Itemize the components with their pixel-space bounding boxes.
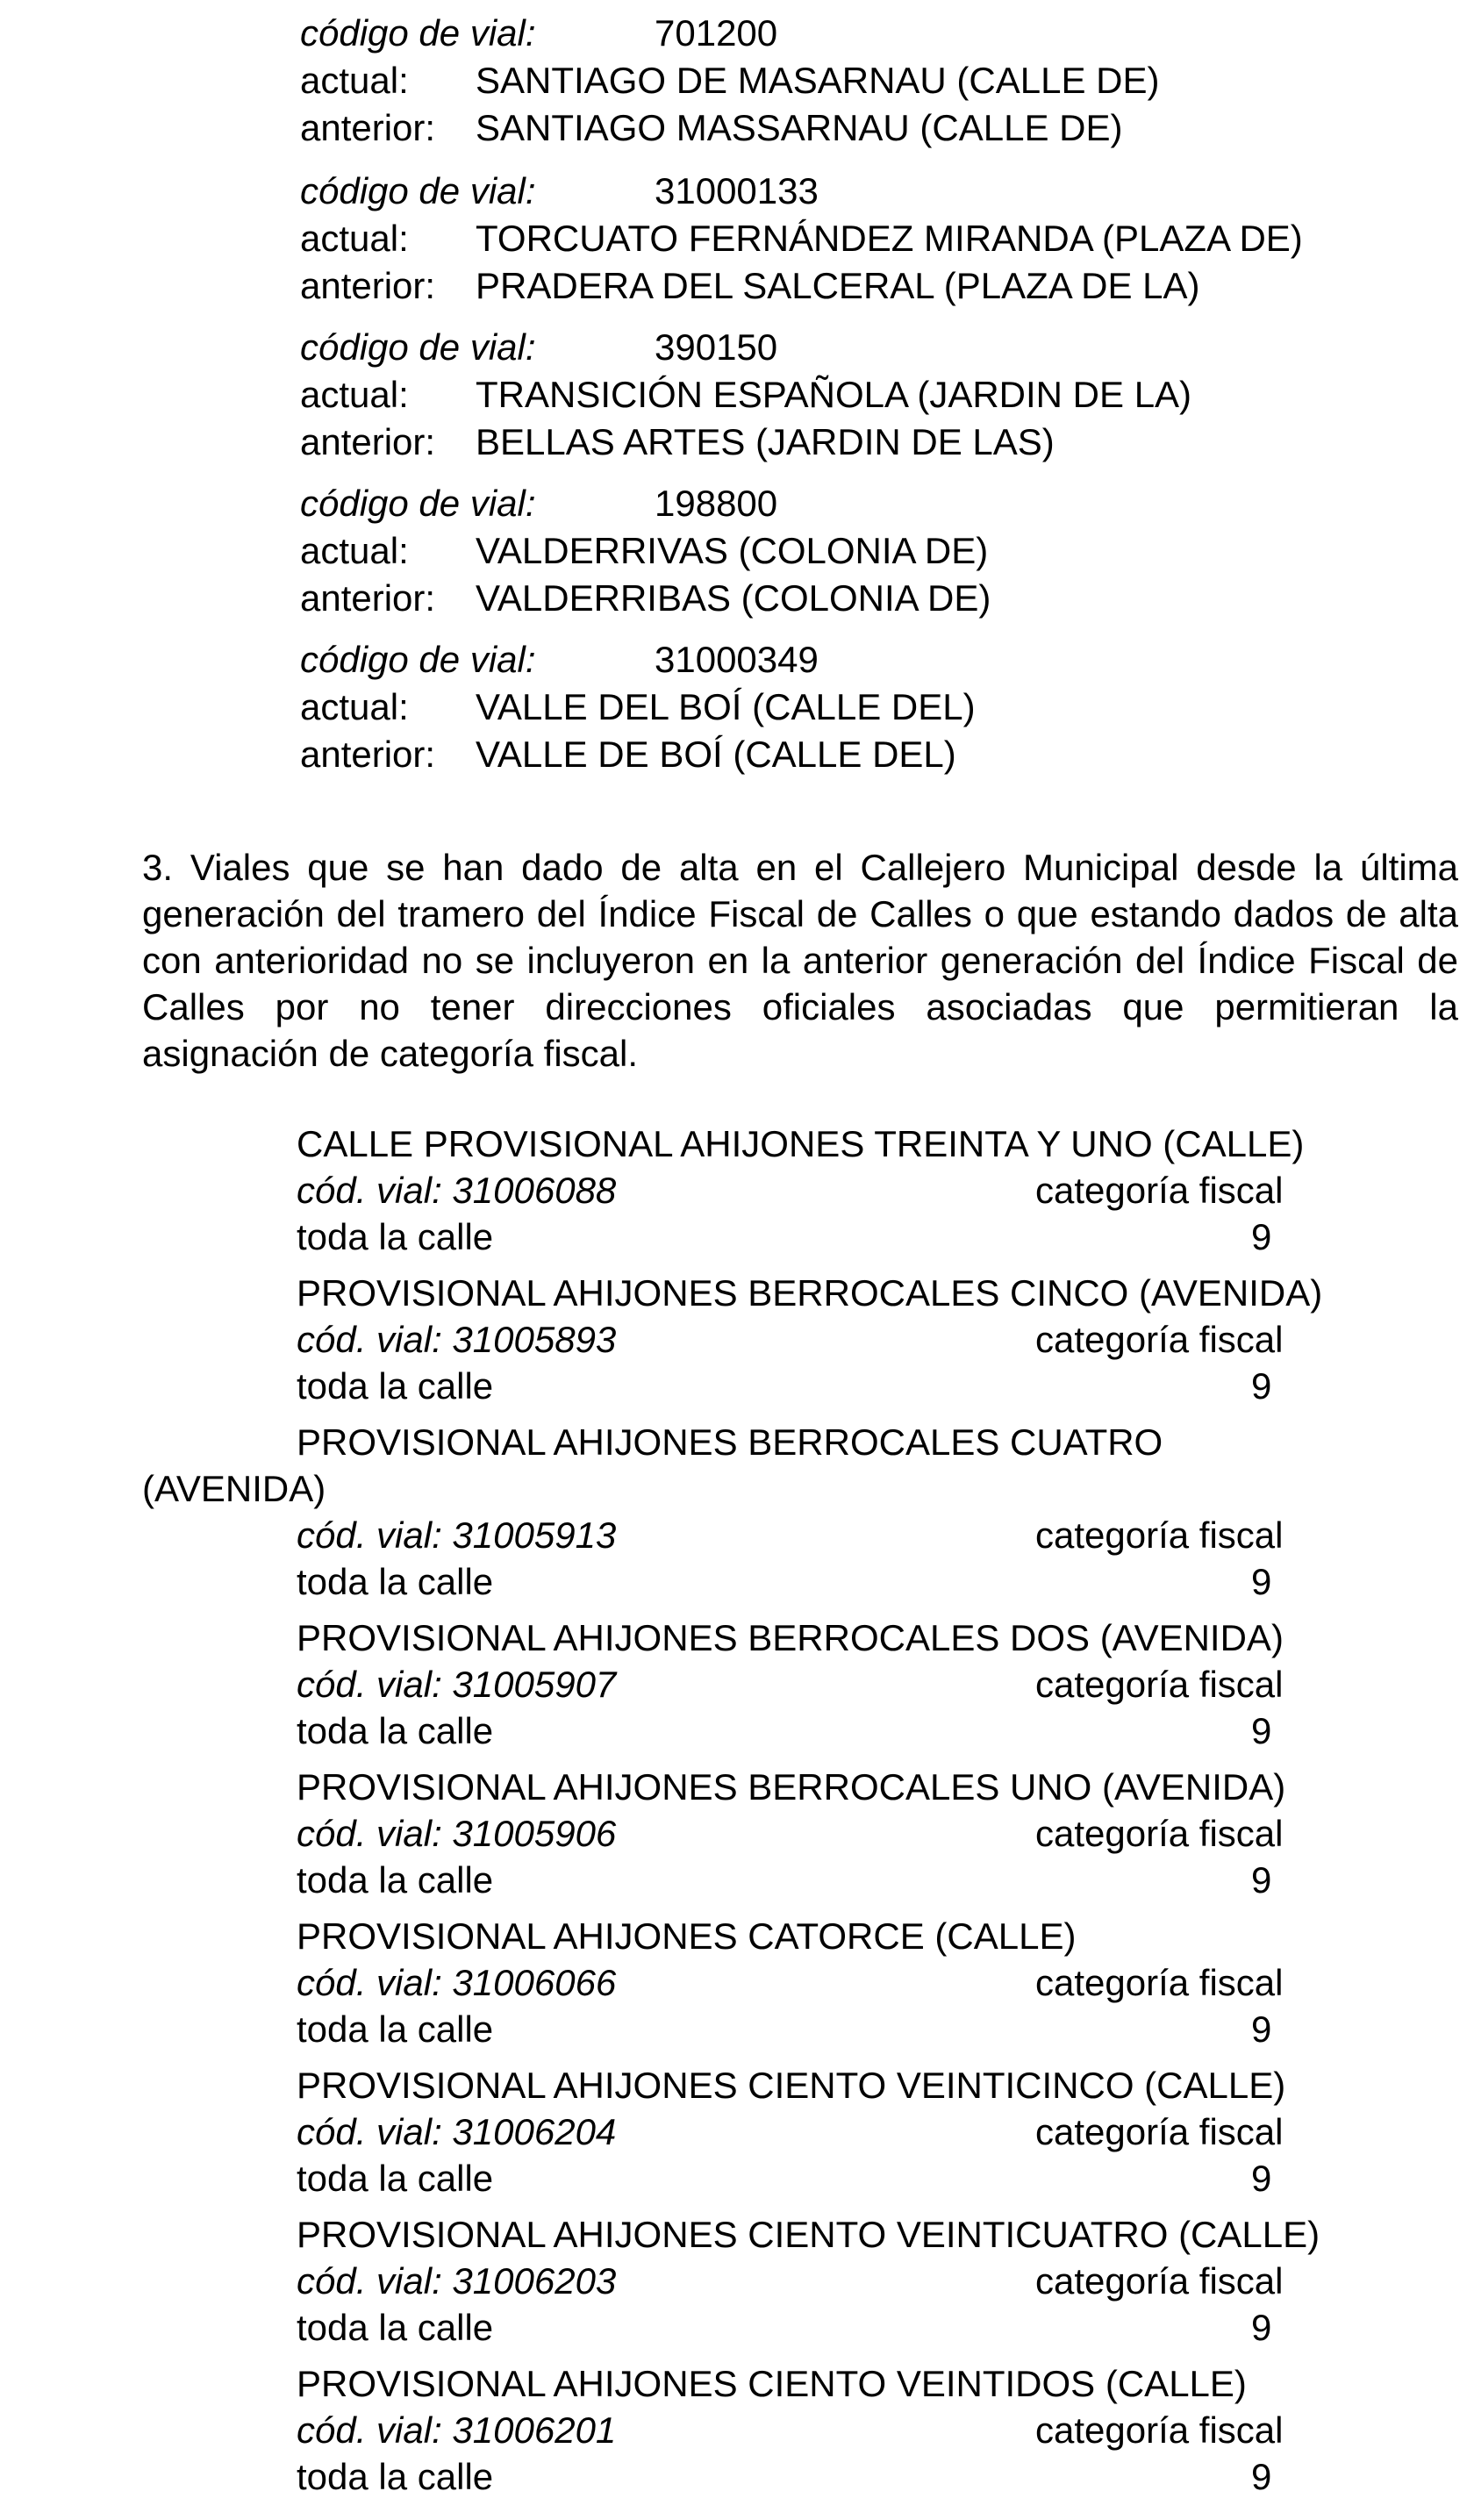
previous-label: anterior:	[300, 107, 436, 148]
new-street-name: CALLE PROVISIONAL AHIJONES TREINTA Y UNO (CALLE)	[297, 1123, 1305, 1164]
fiscal-category-value: 9	[1251, 2307, 1272, 2348]
current-name: TORCUATO FERNÁNDEZ MIRANDA (PLAZA DE)	[476, 218, 1303, 259]
section-3-paragraph: 3. Viales que se han dado de alta en el Callejero Municipal desde la última generación del tramero del Índice Fiscal de Calles o que estando dados de alta con anterioridad no se incluyeron en la anterior generación del Índice Fiscal de Calles por no tener direcciones oficiales asociadas que permitieran la asignación de categoría fiscal.	[142, 847, 1458, 1074]
fiscal-category-label: categoría fiscal	[1035, 1664, 1284, 1705]
new-street-name: PROVISIONAL AHIJONES CIENTO VEINTIDOS (CALLE)	[297, 2363, 1247, 2404]
previous-label: anterior:	[300, 421, 436, 462]
fiscal-category-value: 9	[1251, 1859, 1272, 1901]
new-street-code: cód. vial: 31006203	[297, 2260, 617, 2302]
fiscal-category-value: 9	[1251, 2158, 1272, 2199]
fiscal-category-label: categoría fiscal	[1035, 2409, 1284, 2451]
current-name: VALDERRIVAS (COLONIA DE)	[476, 530, 989, 571]
fiscal-category-label: categoría fiscal	[1035, 1319, 1284, 1360]
current-label: actual:	[300, 218, 409, 259]
current-label: actual:	[300, 686, 409, 727]
current-label: actual:	[300, 60, 409, 101]
code-label: código de vial:	[300, 326, 536, 368]
previous-name: SANTIAGO MASSARNAU (CALLE DE)	[476, 107, 1123, 148]
street-code: 31000349	[655, 639, 819, 680]
street-code: 701200	[655, 12, 778, 54]
whole-street-label: toda la calle	[297, 1365, 494, 1407]
previous-name: PRADERA DEL SALCERAL (PLAZA DE LA)	[476, 265, 1200, 306]
street-code: 198800	[655, 483, 778, 524]
whole-street-label: toda la calle	[297, 1561, 494, 1602]
fiscal-category-label: categoría fiscal	[1035, 1962, 1284, 2003]
previous-name: BELLAS ARTES (JARDIN DE LAS)	[476, 421, 1055, 462]
whole-street-label: toda la calle	[297, 1216, 494, 1257]
new-street-code: cód. vial: 31006204	[297, 2111, 617, 2152]
code-label: código de vial:	[300, 170, 536, 211]
current-label: actual:	[300, 530, 409, 571]
new-street-name: PROVISIONAL AHIJONES BERROCALES UNO (AVENIDA)	[297, 1766, 1286, 1808]
new-street-name: PROVISIONAL AHIJONES CIENTO VEINTICUATRO (CALLE)	[297, 2214, 1320, 2255]
new-street-name: PROVISIONAL AHIJONES BERROCALES DOS (AVENIDA)	[297, 1617, 1284, 1658]
fiscal-category-label: categoría fiscal	[1035, 1514, 1284, 1556]
fiscal-category-value: 9	[1251, 2456, 1272, 2497]
fiscal-category-value: 9	[1251, 1216, 1272, 1257]
current-name: TRANSICIÓN ESPAÑOLA (JARDIN DE LA)	[476, 374, 1192, 415]
code-label: código de vial:	[300, 483, 536, 524]
new-street-code: cód. vial: 31006088	[297, 1170, 617, 1211]
fiscal-category-value: 9	[1251, 1710, 1272, 1751]
whole-street-label: toda la calle	[297, 2158, 494, 2199]
fiscal-category-value: 9	[1251, 1365, 1272, 1407]
current-name: SANTIAGO DE MASARNAU (CALLE DE)	[476, 60, 1160, 101]
code-label: código de vial:	[300, 12, 536, 54]
whole-street-label: toda la calle	[297, 2008, 494, 2050]
whole-street-label: toda la calle	[297, 2456, 494, 2497]
whole-street-label: toda la calle	[297, 2307, 494, 2348]
whole-street-label: toda la calle	[297, 1710, 494, 1751]
fiscal-category-value: 9	[1251, 2008, 1272, 2050]
whole-street-label: toda la calle	[297, 1859, 494, 1901]
previous-label: anterior:	[300, 265, 436, 306]
previous-label: anterior:	[300, 734, 436, 775]
fiscal-category-value: 9	[1251, 1561, 1272, 1602]
new-street-name-continuation: (AVENIDA)	[142, 1468, 326, 1509]
current-label: actual:	[300, 374, 409, 415]
previous-label: anterior:	[300, 577, 436, 619]
fiscal-category-label: categoría fiscal	[1035, 1813, 1284, 1854]
new-street-name: PROVISIONAL AHIJONES CIENTO VEINTICINCO (CALLE)	[297, 2065, 1286, 2106]
new-street-code: cód. vial: 31006066	[297, 1962, 617, 2003]
fiscal-category-label: categoría fiscal	[1035, 2111, 1284, 2152]
new-street-code: cód. vial: 31005906	[297, 1813, 617, 1854]
fiscal-category-label: categoría fiscal	[1035, 2260, 1284, 2302]
current-name: VALLE DEL BOÍ (CALLE DEL)	[476, 686, 976, 727]
street-code: 31000133	[655, 170, 819, 211]
fiscal-category-label: categoría fiscal	[1035, 1170, 1284, 1211]
street-code: 390150	[655, 326, 778, 368]
new-street-code: cód. vial: 31006201	[297, 2409, 617, 2451]
previous-name: VALDERRIBAS (COLONIA DE)	[476, 577, 991, 619]
new-street-name: PROVISIONAL AHIJONES CATORCE (CALLE)	[297, 1915, 1077, 1957]
code-label: código de vial:	[300, 639, 536, 680]
new-street-name: PROVISIONAL AHIJONES BERROCALES CUATRO	[297, 1421, 1163, 1463]
new-street-code: cód. vial: 31005907	[297, 1664, 617, 1705]
new-street-name: PROVISIONAL AHIJONES BERROCALES CINCO (AVENIDA)	[297, 1272, 1323, 1314]
new-street-code: cód. vial: 31005913	[297, 1514, 617, 1556]
previous-name: VALLE DE BOÍ (CALLE DEL)	[476, 734, 956, 775]
new-street-code: cód. vial: 31005893	[297, 1319, 617, 1360]
